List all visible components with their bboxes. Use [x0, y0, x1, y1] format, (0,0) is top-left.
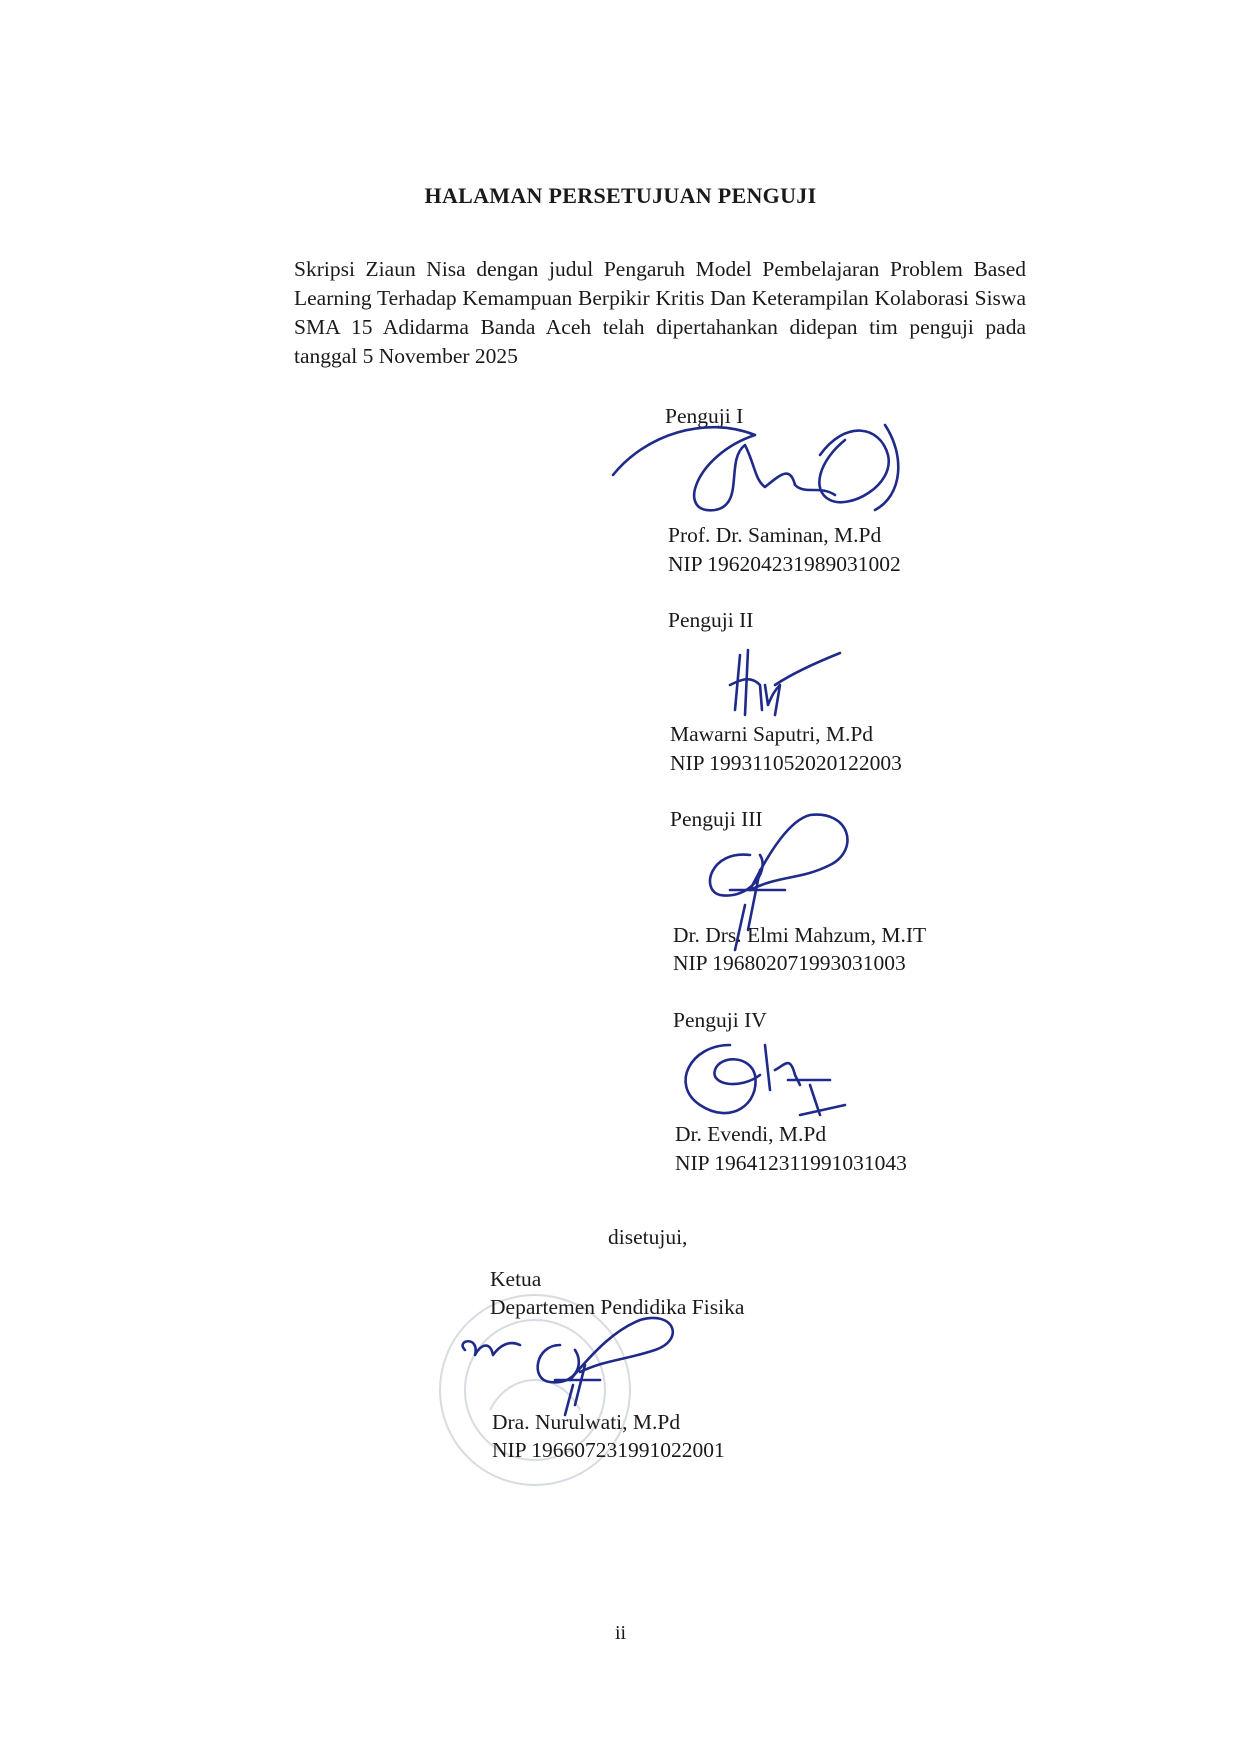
- examiner-3-name: Dr. Drs. Elmi Mahzum, M.IT: [673, 923, 927, 947]
- examiner-1-signature: [605, 415, 905, 515]
- approval-position-line1: Ketua: [490, 1267, 542, 1291]
- examiner-2-signature: [720, 645, 850, 725]
- approved-label: disetujui,: [608, 1225, 688, 1249]
- examiner-3-nip: NIP 196802071993031003: [673, 951, 906, 975]
- intro-line: tanggal 5 November 2025: [294, 344, 518, 368]
- intro-paragraph: [294, 255, 1026, 371]
- intro-line: SMA 15 Adidarma Banda Aceh telah dipertahankan didepan tim penguji pada: [294, 315, 1026, 339]
- page-title: HALAMAN PERSETUJUAN PENGUJI: [424, 183, 817, 208]
- examiner-4-nip: NIP 196412311991031043: [675, 1151, 907, 1175]
- intro-line: Learning Terhadap Kemampuan Berpikir Kritis Dan Keterampilan Kolaborasi Siswa: [294, 286, 1026, 310]
- examiner-4-role: Penguji IV: [673, 1008, 767, 1032]
- examiner-2-nip: NIP 199311052020122003: [670, 751, 902, 775]
- examiner-4-name: Dr. Evendi, M.Pd: [675, 1122, 827, 1146]
- examiner-1-role: Penguji I: [665, 404, 744, 428]
- examiner-3-role: Penguji III: [670, 807, 763, 831]
- examiner-2-role: Penguji II: [668, 608, 754, 632]
- intro-line: Skripsi Ziaun Nisa dengan judul Pengaruh Model Pembelajaran Problem Based: [294, 257, 1026, 281]
- approval-signature: [455, 1310, 695, 1420]
- examiner-2-name: Mawarni Saputri, M.Pd: [670, 722, 874, 746]
- approval-name: Dra. Nurulwati, M.Pd: [492, 1410, 681, 1434]
- page-number: ii: [614, 1622, 627, 1644]
- approval-position-line2: Departemen Pendidika Fisika: [490, 1295, 745, 1319]
- approval-nip: NIP 196607231991022001: [492, 1438, 725, 1462]
- examiner-1-name: Prof. Dr. Saminan, M.Pd: [668, 523, 882, 547]
- examiner-4-signature: [670, 1025, 840, 1135]
- examiner-1-nip: NIP 196204231989031002: [668, 552, 901, 576]
